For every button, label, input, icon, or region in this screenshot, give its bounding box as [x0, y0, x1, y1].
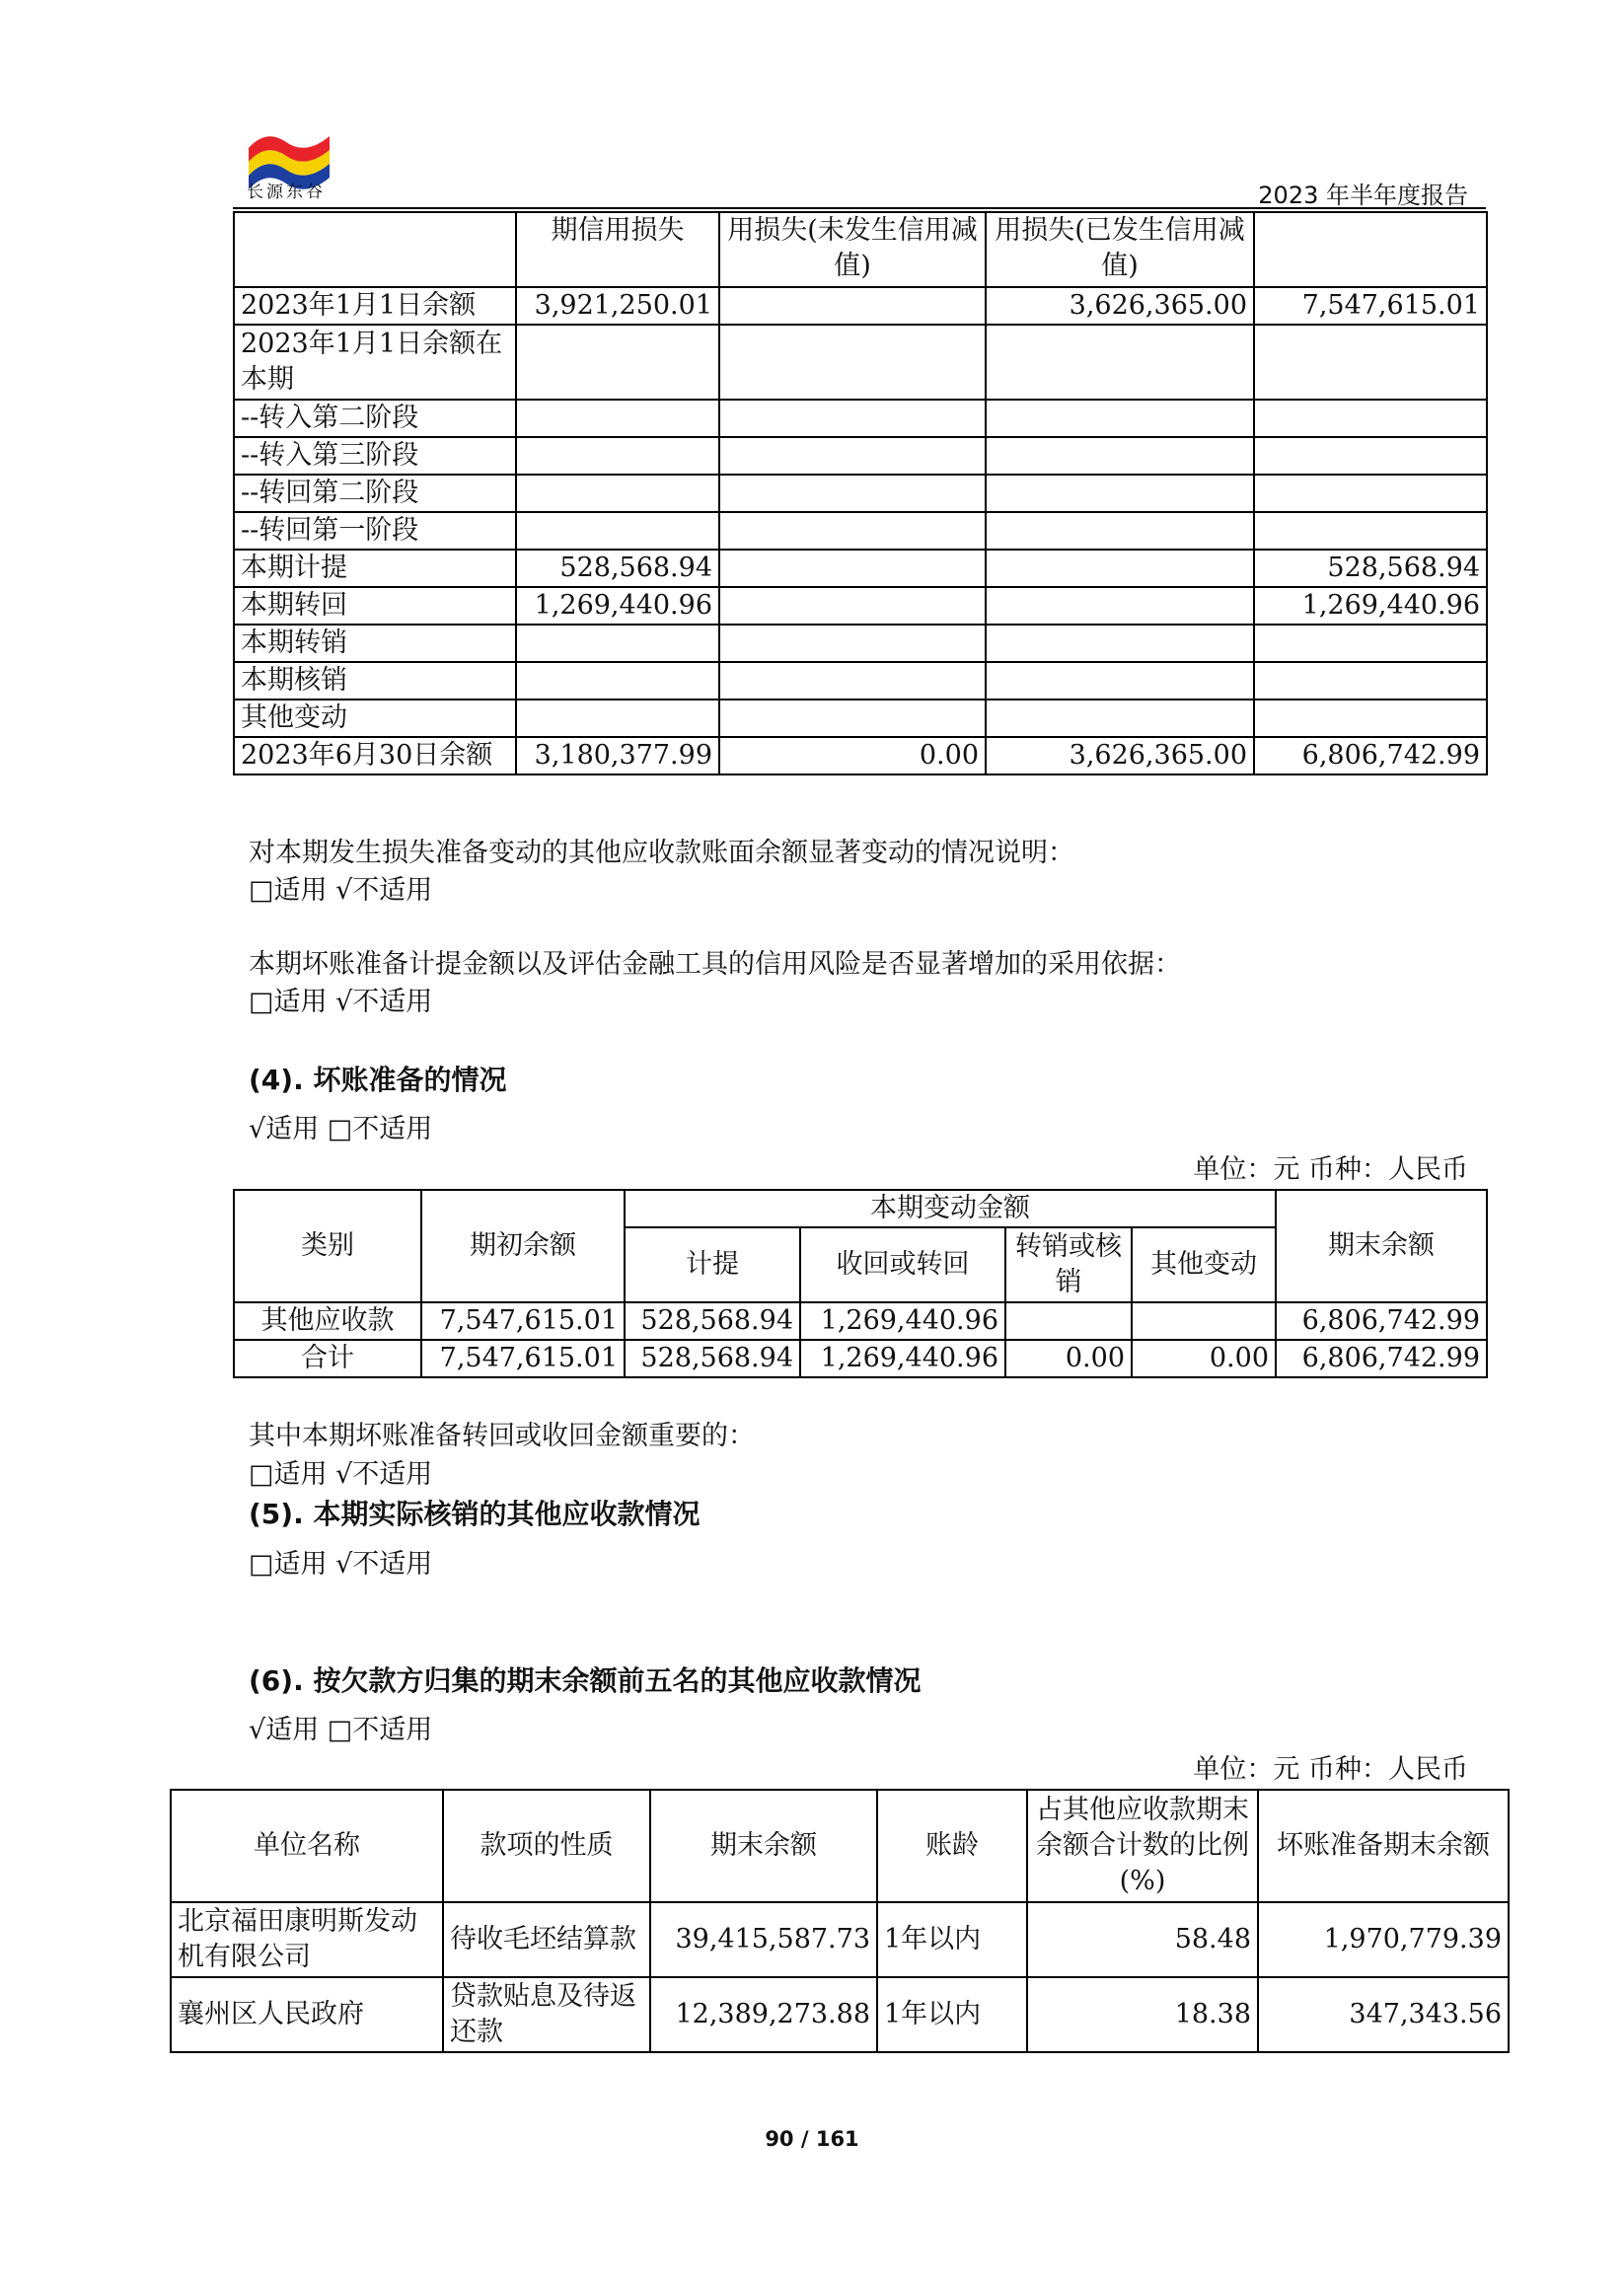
cell: 0.00 [1005, 1340, 1132, 1377]
header-cell: 类别 [234, 1190, 421, 1302]
cell [986, 587, 1254, 625]
row-label: 襄州区人民政府 [171, 1977, 443, 2052]
row-label: 本期转回 [234, 587, 516, 625]
cell [986, 437, 1254, 475]
cell: 1年以内 [877, 1902, 1027, 1977]
cell [516, 700, 719, 737]
header-cell: 期信用损失 [516, 212, 719, 287]
cell: 528,568.94 [625, 1340, 800, 1377]
table-row [171, 1977, 1509, 2052]
table-row [234, 400, 1487, 437]
header-cell: 期初余额 [421, 1190, 625, 1302]
cell [516, 325, 719, 400]
row-label: 其他应收款 [234, 1302, 421, 1340]
row-label: 北京福田康明斯发动机有限公司 [171, 1902, 443, 1977]
header-cell: 本期变动金额 [625, 1190, 1276, 1227]
cell [719, 625, 986, 662]
cell [986, 400, 1254, 437]
header-cell: 期末余额 [1276, 1190, 1487, 1302]
header-cell: 坏账准备期末余额 [1258, 1790, 1509, 1902]
cell [1254, 325, 1487, 400]
header-cell: 用损失(未发生信用减值) [719, 212, 986, 287]
cell: 3,921,250.01 [516, 287, 719, 325]
cell [516, 625, 719, 662]
logo-text: 长源东谷 [247, 183, 326, 202]
table-row [234, 587, 1487, 625]
cell [986, 662, 1254, 700]
cell: 0.00 [1132, 1340, 1276, 1377]
cell: 贷款贴息及待返还款 [443, 1977, 650, 2052]
table-row [234, 700, 1487, 737]
row-label: --转入第三阶段 [234, 437, 516, 475]
cell: 39,415,587.73 [650, 1902, 877, 1977]
table-row [234, 287, 1487, 325]
row-label: 合计 [234, 1340, 421, 1377]
note-text: 本期坏账准备计提金额以及评估金融工具的信用风险是否显著增加的采用依据： [249, 949, 1181, 980]
header-cell: 单位名称 [171, 1790, 443, 1902]
applicability-option: □适用 √不适用 [249, 1459, 433, 1490]
header-cell: 用损失(已发生信用减值) [986, 212, 1254, 287]
row-label: 其他变动 [234, 700, 516, 737]
section-heading: (4). 坏账准备的情况 [249, 1064, 507, 1096]
cell [986, 325, 1254, 400]
cell [986, 550, 1254, 587]
cell: 3,626,365.00 [986, 737, 1254, 774]
table-row [234, 475, 1487, 512]
header-cell: 款项的性质 [443, 1790, 650, 1902]
cell [719, 512, 986, 550]
row-label: --转回第一阶段 [234, 512, 516, 550]
header-rule [233, 207, 1486, 209]
cell: 6,806,742.99 [1276, 1302, 1487, 1340]
cell [1254, 437, 1487, 475]
applicability-option: □适用 √不适用 [249, 875, 433, 906]
credit-loss-table [233, 211, 1488, 775]
unit-label: 单位：元 币种：人民币 [1193, 1754, 1468, 1785]
cell: 1,269,440.96 [516, 587, 719, 625]
cell [719, 662, 986, 700]
cell [719, 475, 986, 512]
cell [516, 475, 719, 512]
top-five-debtors-table [170, 1789, 1510, 2053]
cell: 3,626,365.00 [986, 287, 1254, 325]
table-row [234, 1340, 1487, 1377]
table-row [234, 325, 1487, 400]
cell: 528,568.94 [516, 550, 719, 587]
cell [516, 512, 719, 550]
table-row [234, 437, 1487, 475]
applicability-option: □适用 √不适用 [249, 987, 433, 1017]
cell: 18.38 [1027, 1977, 1258, 2052]
table-header-row [234, 1190, 1487, 1227]
cell [1254, 512, 1487, 550]
header-cell: 占其他应收款期末余额合计数的比例(%) [1027, 1790, 1258, 1902]
cell [1132, 1302, 1276, 1340]
cell [1254, 475, 1487, 512]
cell [719, 700, 986, 737]
cell [719, 325, 986, 400]
table-row [234, 737, 1487, 774]
cell [1254, 700, 1487, 737]
cell [719, 587, 986, 625]
cell [1254, 625, 1487, 662]
table-row [234, 625, 1487, 662]
header-cell: 收回或转回 [800, 1227, 1005, 1302]
cell [516, 437, 719, 475]
cell: 1,970,779.39 [1258, 1902, 1509, 1977]
cell: 528,568.94 [1254, 550, 1487, 587]
cell: 0.00 [719, 737, 986, 774]
cell [719, 550, 986, 587]
row-label: 本期核销 [234, 662, 516, 700]
section-heading: (5). 本期实际核销的其他应收款情况 [249, 1498, 701, 1530]
row-label: --转入第二阶段 [234, 400, 516, 437]
cell [986, 475, 1254, 512]
table-row [171, 1902, 1509, 1977]
cell [1005, 1302, 1132, 1340]
cell: 347,343.56 [1258, 1977, 1509, 2052]
header-cell: 转销或核销 [1005, 1227, 1132, 1302]
cell: 1,269,440.96 [800, 1340, 1005, 1377]
cell [1254, 400, 1487, 437]
cell [719, 400, 986, 437]
unit-label: 单位：元 币种：人民币 [1193, 1154, 1468, 1185]
page-number: 90 / 161 [765, 2127, 859, 2151]
note-text: 其中本期坏账准备转回或收回金额重要的： [249, 1421, 755, 1451]
row-label: 2023年6月30日余额 [234, 737, 516, 774]
cell: 7,547,615.01 [421, 1302, 625, 1340]
row-label: 本期计提 [234, 550, 516, 587]
header-cell [234, 212, 516, 287]
cell: 3,180,377.99 [516, 737, 719, 774]
cell [719, 287, 986, 325]
table-header-row [171, 1790, 1509, 1902]
bad-debt-provision-table [233, 1189, 1488, 1378]
table-row [234, 512, 1487, 550]
cell [516, 400, 719, 437]
header-cell: 计提 [625, 1227, 800, 1302]
cell [986, 625, 1254, 662]
header-cell [1254, 212, 1487, 287]
table-row [234, 1302, 1487, 1340]
cell: 58.48 [1027, 1902, 1258, 1977]
table-row [234, 550, 1487, 587]
header-cell: 其他变动 [1132, 1227, 1276, 1302]
table-header-row [234, 212, 1487, 287]
table-row [234, 662, 1487, 700]
row-label: 本期转销 [234, 625, 516, 662]
report-title: 2023 年半年度报告 [1258, 182, 1468, 209]
cell [516, 662, 719, 700]
cell [1254, 662, 1487, 700]
header-cell: 账龄 [877, 1790, 1027, 1902]
cell: 1年以内 [877, 1977, 1027, 2052]
cell: 待收毛坯结算款 [443, 1902, 650, 1977]
applicability-option: √适用 □不适用 [249, 1715, 433, 1745]
cell: 528,568.94 [625, 1302, 800, 1340]
applicability-option: √适用 □不适用 [249, 1114, 433, 1144]
cell: 6,806,742.99 [1254, 737, 1487, 774]
cell [719, 437, 986, 475]
section-heading: (6). 按欠款方归集的期末余额前五名的其他应收款情况 [249, 1664, 922, 1697]
note-text: 对本期发生损失准备变动的其他应收款账面余额显著变动的情况说明： [249, 838, 1074, 868]
cell: 1,269,440.96 [1254, 587, 1487, 625]
row-label: 2023年1月1日余额在本期 [234, 325, 516, 400]
cell [986, 700, 1254, 737]
row-label: --转回第二阶段 [234, 475, 516, 512]
cell: 7,547,615.01 [421, 1340, 625, 1377]
cell: 12,389,273.88 [650, 1977, 877, 2052]
cell: 7,547,615.01 [1254, 287, 1487, 325]
cell [986, 512, 1254, 550]
row-label: 2023年1月1日余额 [234, 287, 516, 325]
cell: 1,269,440.96 [800, 1302, 1005, 1340]
applicability-option: □适用 √不适用 [249, 1549, 433, 1580]
header-cell: 期末余额 [650, 1790, 877, 1902]
cell: 6,806,742.99 [1276, 1340, 1487, 1377]
